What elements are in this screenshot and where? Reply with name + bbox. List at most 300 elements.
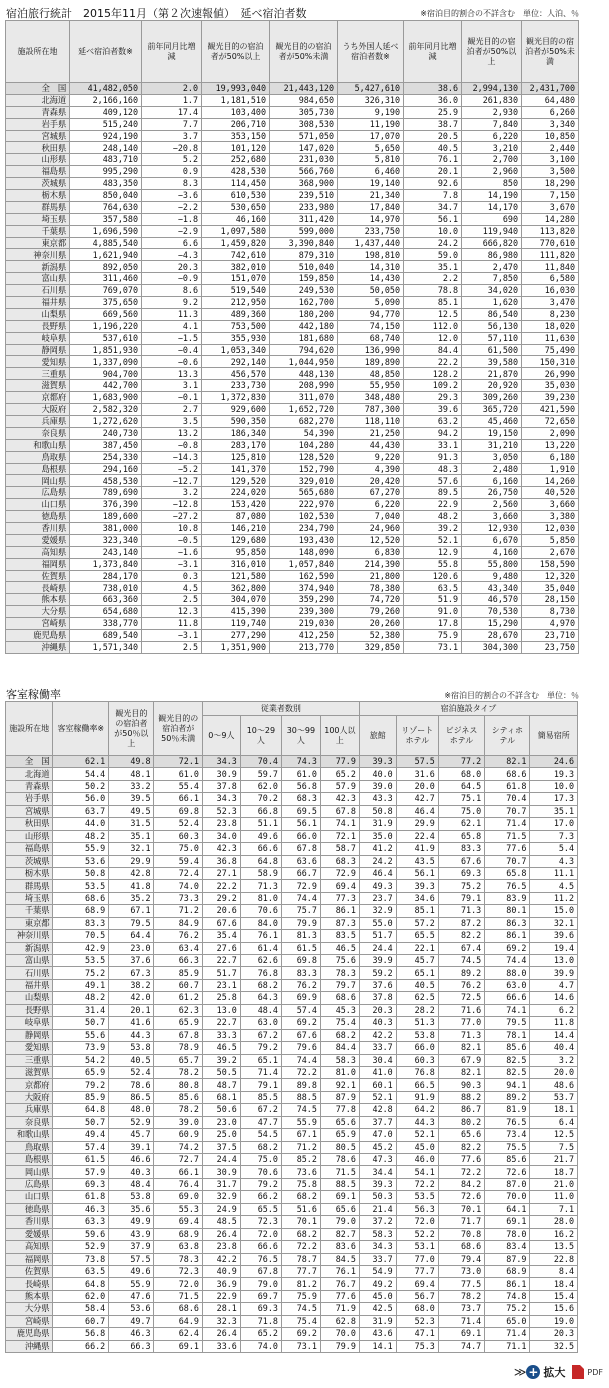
header-foreign-over50: 観光目的の宿泊者が50%以上 bbox=[462, 21, 522, 83]
city-cell: 78.0 bbox=[485, 1228, 530, 1240]
tourism-over50-cell: 610,530 bbox=[202, 190, 270, 202]
occupancy-cell: 42.9 bbox=[53, 942, 109, 954]
foreign-guests-cell: 329,850 bbox=[338, 641, 404, 653]
header-city: シティホテル bbox=[485, 716, 530, 756]
emp-0-9-cell: 24.9 bbox=[202, 1203, 240, 1215]
tourism-over50-cell: 53.8 bbox=[109, 1191, 154, 1203]
prefecture-cell: 宮城県 bbox=[6, 805, 53, 817]
foreign-under50-cell: 12,030 bbox=[522, 522, 579, 534]
emp-100-cell: 62.8 bbox=[320, 1315, 359, 1327]
tourism-under50-cell: 305,730 bbox=[270, 106, 338, 118]
occupancy-cell: 75.2 bbox=[53, 967, 109, 979]
business-cell: 71.3 bbox=[438, 1029, 484, 1041]
city-cell: 78.1 bbox=[485, 1029, 530, 1041]
ryokan-cell: 24.4 bbox=[359, 942, 396, 954]
occupancy-cell: 49.4 bbox=[53, 1129, 109, 1141]
tourism-under50-cell: 62.3 bbox=[154, 1004, 202, 1016]
tourism-under50-cell: 104,280 bbox=[270, 439, 338, 451]
table-row bbox=[6, 190, 579, 202]
prefecture-cell: 東京都 bbox=[6, 237, 70, 249]
foreign-yoy-cell: 120.6 bbox=[404, 570, 462, 582]
emp-30-99-cell: 69.9 bbox=[281, 992, 320, 1004]
prefecture-cell: 北海道 bbox=[6, 768, 53, 780]
foreign-yoy-cell: 52.1 bbox=[404, 534, 462, 546]
occupancy-cell: 54.4 bbox=[53, 768, 109, 780]
tourism-over50-cell: 41.6 bbox=[109, 1017, 154, 1029]
foreign-guests-cell: 136,990 bbox=[338, 344, 404, 356]
emp-10-29-cell: 79.2 bbox=[240, 1178, 281, 1190]
yoy-cell: 1.7 bbox=[142, 94, 202, 106]
city-cell: 76.5 bbox=[485, 880, 530, 892]
prefecture-cell: 群馬県 bbox=[6, 880, 53, 892]
foreign-guests-cell: 12,520 bbox=[338, 534, 404, 546]
simple-cell: 20.3 bbox=[530, 1328, 578, 1340]
tourism-over50-cell: 40.3 bbox=[109, 1166, 154, 1178]
resort-cell: 42.7 bbox=[396, 793, 438, 805]
tourism-over50-cell: 49.8 bbox=[109, 756, 154, 768]
tourism-over50-cell: 39.1 bbox=[109, 1141, 154, 1153]
emp-30-99-cell: 75.9 bbox=[281, 1290, 320, 1302]
foreign-yoy-cell: 10.0 bbox=[404, 225, 462, 237]
foreign-under50-cell: 11,630 bbox=[522, 332, 579, 344]
emp-100-cell: 80.5 bbox=[320, 1141, 359, 1153]
foreign-under50-cell: 11,840 bbox=[522, 261, 579, 273]
yoy-cell: 9.2 bbox=[142, 297, 202, 309]
prefecture-cell: 香川県 bbox=[6, 1216, 53, 1228]
table-row bbox=[6, 166, 579, 178]
foreign-under50-cell: 35,040 bbox=[522, 582, 579, 594]
prefecture-cell: 長野県 bbox=[6, 1004, 53, 1016]
foreign-under50-cell: 28,150 bbox=[522, 594, 579, 606]
city-cell: 94.1 bbox=[485, 1079, 530, 1091]
emp-30-99-cell: 72.2 bbox=[281, 1066, 320, 1078]
emp-30-99-cell: 67.1 bbox=[281, 1129, 320, 1141]
yoy-cell: 17.4 bbox=[142, 106, 202, 118]
yoy-cell: −5.2 bbox=[142, 463, 202, 475]
prefecture-cell: 島根県 bbox=[6, 1154, 53, 1166]
tourism-over50-cell: 48.1 bbox=[109, 768, 154, 780]
city-cell: 81.9 bbox=[485, 1104, 530, 1116]
prefecture-cell: 高知県 bbox=[6, 546, 70, 558]
total-guests-cell: 764,630 bbox=[70, 201, 142, 213]
foreign-under50-cell: 3,500 bbox=[522, 166, 579, 178]
foreign-over50-cell: 26,750 bbox=[462, 487, 522, 499]
prefecture-cell: 兵庫県 bbox=[6, 415, 70, 427]
foreign-under50-cell: 75,490 bbox=[522, 344, 579, 356]
emp-0-9-cell: 32.3 bbox=[202, 1315, 240, 1327]
total-guests-cell: 1,696,590 bbox=[70, 225, 142, 237]
prefecture-cell: 三重県 bbox=[6, 368, 70, 380]
occupancy-cell: 54.2 bbox=[53, 1054, 109, 1066]
simple-cell: 8.4 bbox=[530, 1265, 578, 1277]
simple-cell: 15.4 bbox=[530, 1290, 578, 1302]
emp-30-99-cell: 89.8 bbox=[281, 1079, 320, 1091]
simple-cell: 6.2 bbox=[530, 1004, 578, 1016]
yoy-cell: −0.6 bbox=[142, 356, 202, 368]
header-yoy: 前年同月比増減 bbox=[142, 21, 202, 83]
resort-cell: 56.1 bbox=[396, 867, 438, 879]
total-guests-cell: 537,610 bbox=[70, 332, 142, 344]
table-row bbox=[6, 1042, 578, 1054]
simple-cell: 19.4 bbox=[530, 942, 578, 954]
emp-100-cell: 78.6 bbox=[320, 1154, 359, 1166]
tourism-over50-cell: 46.6 bbox=[109, 1154, 154, 1166]
foreign-under50-cell: 5,850 bbox=[522, 534, 579, 546]
prefecture-cell: 新潟県 bbox=[6, 942, 53, 954]
prefecture-cell: 全 国 bbox=[6, 83, 70, 95]
tourism-under50-cell: 55.3 bbox=[154, 1203, 202, 1215]
foreign-guests-cell: 118,110 bbox=[338, 415, 404, 427]
prefecture-cell: 福井県 bbox=[6, 297, 70, 309]
foreign-under50-cell: 2,090 bbox=[522, 427, 579, 439]
foreign-guests-cell: 68,740 bbox=[338, 332, 404, 344]
foreign-yoy-cell: 59.0 bbox=[404, 249, 462, 261]
tourism-under50-cell: 76.4 bbox=[154, 1178, 202, 1190]
resort-cell: 57.2 bbox=[396, 917, 438, 929]
city-cell: 71.4 bbox=[485, 1328, 530, 1340]
emp-100-cell: 72.1 bbox=[320, 830, 359, 842]
business-cell: 68.0 bbox=[438, 768, 484, 780]
yoy-cell: 3.7 bbox=[142, 130, 202, 142]
foreign-guests-cell: 233,750 bbox=[338, 225, 404, 237]
table-row bbox=[6, 94, 579, 106]
occupancy-cell: 73.9 bbox=[53, 1042, 109, 1054]
foreign-guests-cell: 21,800 bbox=[338, 570, 404, 582]
total-guests-cell: 323,340 bbox=[70, 534, 142, 546]
tourism-over50-cell: 19,993,040 bbox=[202, 83, 270, 95]
city-cell: 85.6 bbox=[485, 1154, 530, 1166]
emp-100-cell: 45.3 bbox=[320, 1004, 359, 1016]
resort-cell: 31.6 bbox=[396, 768, 438, 780]
ryokan-cell: 42.5 bbox=[359, 1303, 396, 1315]
ryokan-cell: 20.3 bbox=[359, 1004, 396, 1016]
emp-30-99-cell: 79.9 bbox=[281, 917, 320, 929]
prefecture-cell: 大分県 bbox=[6, 606, 70, 618]
business-cell: 69.1 bbox=[438, 1328, 484, 1340]
tourism-under50-cell: 3,390,840 bbox=[270, 237, 338, 249]
table-row bbox=[6, 392, 579, 404]
emp-0-9-cell: 34.3 bbox=[202, 756, 240, 768]
tourism-under50-cell: 85.6 bbox=[154, 1091, 202, 1103]
prefecture-cell: 徳島県 bbox=[6, 511, 70, 523]
tourism-over50-cell: 382,010 bbox=[202, 261, 270, 273]
prefecture-cell: 京都府 bbox=[6, 392, 70, 404]
foreign-under50-cell: 6,180 bbox=[522, 451, 579, 463]
business-cell: 73.0 bbox=[438, 1265, 484, 1277]
yoy-cell: −27.2 bbox=[142, 511, 202, 523]
table-row bbox=[6, 1091, 578, 1103]
simple-cell: 22.8 bbox=[530, 1253, 578, 1265]
tourism-under50-cell: 180,200 bbox=[270, 308, 338, 320]
emp-30-99-cell: 76.2 bbox=[281, 979, 320, 991]
header-business: ビジネスホテル bbox=[438, 716, 484, 756]
emp-0-9-cell: 23.8 bbox=[202, 818, 240, 830]
simple-cell: 32.1 bbox=[530, 917, 578, 929]
resort-cell: 52.1 bbox=[396, 1129, 438, 1141]
table-row bbox=[6, 780, 578, 792]
city-cell: 74.1 bbox=[485, 1004, 530, 1016]
emp-10-29-cell: 85.5 bbox=[240, 1091, 281, 1103]
city-cell: 86.1 bbox=[485, 1278, 530, 1290]
emp-10-29-cell: 69.3 bbox=[240, 1303, 281, 1315]
table-row bbox=[6, 463, 579, 475]
tourism-under50-cell: 60.7 bbox=[154, 979, 202, 991]
emp-30-99-cell: 55.9 bbox=[281, 1116, 320, 1128]
foreign-under50-cell: 10,850 bbox=[522, 130, 579, 142]
prefecture-cell: 宮城県 bbox=[6, 130, 70, 142]
foreign-over50-cell: 2,930 bbox=[462, 106, 522, 118]
tourism-under50-cell: 75.0 bbox=[154, 843, 202, 855]
emp-0-9-cell: 30.9 bbox=[202, 768, 240, 780]
total-guests-cell: 376,390 bbox=[70, 499, 142, 511]
foreign-over50-cell: 28,670 bbox=[462, 629, 522, 641]
ryokan-cell: 45.2 bbox=[359, 1141, 396, 1153]
table-row bbox=[6, 368, 579, 380]
tourism-under50-cell: 72.0 bbox=[154, 1278, 202, 1290]
emp-30-99-cell: 74.3 bbox=[281, 756, 320, 768]
occupancy-table-body bbox=[6, 756, 578, 1353]
city-cell: 70.7 bbox=[485, 805, 530, 817]
table-row bbox=[6, 1241, 578, 1253]
ryokan-cell: 37.6 bbox=[359, 979, 396, 991]
foreign-under50-cell: 40,520 bbox=[522, 487, 579, 499]
foreign-over50-cell: 46,570 bbox=[462, 594, 522, 606]
tourism-under50-cell: 66.1 bbox=[154, 1166, 202, 1178]
foreign-over50-cell: 4,160 bbox=[462, 546, 522, 558]
tourism-under50-cell: 73.3 bbox=[154, 892, 202, 904]
simple-cell: 39.9 bbox=[530, 967, 578, 979]
resort-cell: 66.5 bbox=[396, 1079, 438, 1091]
tourism-under50-cell: 69.8 bbox=[154, 805, 202, 817]
foreign-guests-cell: 326,310 bbox=[338, 94, 404, 106]
emp-0-9-cell: 35.4 bbox=[202, 930, 240, 942]
tourism-over50-cell: 316,010 bbox=[202, 558, 270, 570]
tourism-over50-cell: 57.5 bbox=[109, 1253, 154, 1265]
foreign-over50-cell: 12,930 bbox=[462, 522, 522, 534]
resort-cell: 22.4 bbox=[396, 830, 438, 842]
foreign-over50-cell: 3,210 bbox=[462, 142, 522, 154]
tourism-over50-cell: 186,340 bbox=[202, 427, 270, 439]
foreign-guests-cell: 44,430 bbox=[338, 439, 404, 451]
yoy-cell: −4.3 bbox=[142, 249, 202, 261]
emp-0-9-cell: 42.3 bbox=[202, 843, 240, 855]
tourism-over50-cell: 66.3 bbox=[109, 1340, 154, 1352]
total-guests-cell: 458,530 bbox=[70, 475, 142, 487]
emp-30-99-cell: 56.1 bbox=[281, 818, 320, 830]
ryokan-cell: 46.4 bbox=[359, 867, 396, 879]
header-foreign-yoy: 前年同月比増減 bbox=[404, 21, 462, 83]
table-row bbox=[6, 404, 579, 416]
prefecture-cell: 大阪府 bbox=[6, 404, 70, 416]
total-guests-cell: 995,290 bbox=[70, 166, 142, 178]
city-cell: 69.1 bbox=[485, 1216, 530, 1228]
tourism-over50-cell: 49.5 bbox=[109, 805, 154, 817]
yoy-cell: −1.5 bbox=[142, 332, 202, 344]
tourism-over50-cell: 277,290 bbox=[202, 629, 270, 641]
emp-10-29-cell: 72.3 bbox=[240, 1216, 281, 1228]
emp-10-29-cell: 76.5 bbox=[240, 1253, 281, 1265]
prefecture-cell: 新潟県 bbox=[6, 261, 70, 273]
prefecture-cell: 長野県 bbox=[6, 320, 70, 332]
emp-30-99-cell: 74.5 bbox=[281, 1104, 320, 1116]
tourism-over50-cell: 78.6 bbox=[109, 1079, 154, 1091]
resort-cell: 91.9 bbox=[396, 1091, 438, 1103]
city-cell: 75.2 bbox=[485, 1303, 530, 1315]
table-row bbox=[6, 618, 579, 630]
emp-100-cell: 58.3 bbox=[320, 1054, 359, 1066]
tourism-under50-cell: 152,790 bbox=[270, 463, 338, 475]
table-row bbox=[6, 273, 579, 285]
tourism-over50-cell: 151,070 bbox=[202, 273, 270, 285]
prefecture-cell: 奈良県 bbox=[6, 1116, 53, 1128]
foreign-guests-cell: 11,190 bbox=[338, 118, 404, 130]
emp-30-99-cell: 78.7 bbox=[281, 1253, 320, 1265]
foreign-yoy-cell: 25.9 bbox=[404, 106, 462, 118]
simple-cell: 4.3 bbox=[530, 855, 578, 867]
prefecture-cell: 岩手県 bbox=[6, 118, 70, 130]
foreign-yoy-cell: 48.2 bbox=[404, 511, 462, 523]
business-cell: 71.4 bbox=[438, 1315, 484, 1327]
business-cell: 68.6 bbox=[438, 1241, 484, 1253]
emp-30-99-cell: 77.7 bbox=[281, 1265, 320, 1277]
total-guests-cell: 1,196,220 bbox=[70, 320, 142, 332]
city-cell: 66.6 bbox=[485, 992, 530, 1004]
foreign-guests-cell: 189,890 bbox=[338, 356, 404, 368]
business-cell: 83.3 bbox=[438, 843, 484, 855]
prefecture-cell: 愛媛県 bbox=[6, 1228, 53, 1240]
ryokan-cell: 37.8 bbox=[359, 992, 396, 1004]
plus-circle-icon[interactable]: + bbox=[528, 1365, 539, 1379]
foreign-under50-cell: 8,230 bbox=[522, 308, 579, 320]
emp-10-29-cell: 71.3 bbox=[240, 880, 281, 892]
tourism-under50-cell: 159,850 bbox=[270, 273, 338, 285]
tourism-over50-cell: 48.4 bbox=[109, 1178, 154, 1190]
table-row bbox=[6, 297, 579, 309]
emp-100-cell: 81.0 bbox=[320, 1066, 359, 1078]
tourism-over50-cell: 1,372,830 bbox=[202, 392, 270, 404]
foreign-under50-cell: 7,150 bbox=[522, 190, 579, 202]
emp-100-cell: 70.0 bbox=[320, 1328, 359, 1340]
tourism-under50-cell: 219,030 bbox=[270, 618, 338, 630]
foreign-yoy-cell: 91.0 bbox=[404, 606, 462, 618]
table-row bbox=[6, 178, 579, 190]
total-guests-cell: 924,190 bbox=[70, 130, 142, 142]
tourism-over50-cell: 742,610 bbox=[202, 249, 270, 261]
total-guests-cell: 248,140 bbox=[70, 142, 142, 154]
city-cell: 82.1 bbox=[485, 756, 530, 768]
prefecture-cell: 岡山県 bbox=[6, 1166, 53, 1178]
foreign-over50-cell: 309,260 bbox=[462, 392, 522, 404]
tourism-over50-cell: 46,160 bbox=[202, 213, 270, 225]
prefecture-cell: 富山県 bbox=[6, 955, 53, 967]
prefecture-cell: 全 国 bbox=[6, 756, 53, 768]
tourism-under50-cell: 55.4 bbox=[154, 780, 202, 792]
tourism-under50-cell: 72.7 bbox=[154, 1154, 202, 1166]
table-row bbox=[6, 1066, 578, 1078]
foreign-under50-cell: 72,650 bbox=[522, 415, 579, 427]
ryokan-cell: 58.3 bbox=[359, 1228, 396, 1240]
occupancy-cell: 56.8 bbox=[53, 1328, 109, 1340]
prefecture-cell: 茨城県 bbox=[6, 855, 53, 867]
ryokan-cell: 42.2 bbox=[359, 1029, 396, 1041]
tourism-over50-cell: 53.6 bbox=[109, 1303, 154, 1315]
emp-100-cell: 83.5 bbox=[320, 930, 359, 942]
ryokan-cell: 49.2 bbox=[359, 1278, 396, 1290]
ryokan-cell: 39.0 bbox=[359, 780, 396, 792]
emp-10-29-cell: 66.8 bbox=[240, 805, 281, 817]
tourism-over50-cell: 87,080 bbox=[202, 511, 270, 523]
simple-cell: 11.0 bbox=[530, 1191, 578, 1203]
simple-cell: 24.6 bbox=[530, 756, 578, 768]
foreign-over50-cell: 86,980 bbox=[462, 249, 522, 261]
table-row bbox=[6, 1178, 578, 1190]
prefecture-cell: 兵庫県 bbox=[6, 1104, 53, 1116]
tourism-over50-cell: 49.7 bbox=[109, 1315, 154, 1327]
emp-0-9-cell: 31.7 bbox=[202, 1178, 240, 1190]
ryokan-cell: 33.7 bbox=[359, 1042, 396, 1054]
foreign-yoy-cell: 12.5 bbox=[404, 308, 462, 320]
emp-100-cell: 79.9 bbox=[320, 1340, 359, 1352]
yoy-cell: −14.3 bbox=[142, 451, 202, 463]
foreign-under50-cell: 6,580 bbox=[522, 273, 579, 285]
foreign-yoy-cell: 128.2 bbox=[404, 368, 462, 380]
tourism-over50-cell: 590,350 bbox=[202, 415, 270, 427]
emp-10-29-cell: 63.0 bbox=[240, 1017, 281, 1029]
emp-100-cell: 71.5 bbox=[320, 1166, 359, 1178]
emp-30-99-cell: 69.5 bbox=[281, 805, 320, 817]
foreign-under50-cell: 39,230 bbox=[522, 392, 579, 404]
section1-note: ※宿泊目的割合の不詳含む 単位：人泊、％ bbox=[420, 9, 579, 18]
header-occupancy: 客室稼働率※ bbox=[53, 702, 109, 756]
tourism-under50-cell: 61.2 bbox=[154, 992, 202, 1004]
tourism-over50-cell: 1,097,580 bbox=[202, 225, 270, 237]
foreign-over50-cell: 45,460 bbox=[462, 415, 522, 427]
business-cell: 71.3 bbox=[438, 905, 484, 917]
city-cell: 71.1 bbox=[485, 1340, 530, 1352]
simple-cell: 35.1 bbox=[530, 805, 578, 817]
emp-30-99-cell: 66.0 bbox=[281, 830, 320, 842]
tourism-over50-cell: 121,580 bbox=[202, 570, 270, 582]
occupancy-cell: 61.5 bbox=[53, 1154, 109, 1166]
resort-cell: 64.2 bbox=[396, 1104, 438, 1116]
table-row bbox=[6, 830, 578, 842]
emp-0-9-cell: 25.8 bbox=[202, 992, 240, 1004]
tourism-over50-cell: 353,150 bbox=[202, 130, 270, 142]
ryokan-cell: 30.4 bbox=[359, 1054, 396, 1066]
yoy-cell: −1.6 bbox=[142, 546, 202, 558]
foreign-over50-cell: 19,150 bbox=[462, 427, 522, 439]
emp-30-99-cell: 73.1 bbox=[281, 1340, 320, 1352]
emp-0-9-cell: 27.1 bbox=[202, 867, 240, 879]
resort-cell: 53.1 bbox=[396, 1241, 438, 1253]
emp-30-99-cell: 74.4 bbox=[281, 892, 320, 904]
ryokan-cell: 54.9 bbox=[359, 1265, 396, 1277]
tourism-over50-cell: 101,120 bbox=[202, 142, 270, 154]
resort-cell: 52.3 bbox=[396, 1315, 438, 1327]
city-cell: 83.9 bbox=[485, 892, 530, 904]
tourism-under50-cell: 879,310 bbox=[270, 249, 338, 261]
emp-30-99-cell: 68.2 bbox=[281, 1228, 320, 1240]
emp-100-cell: 88.5 bbox=[320, 1178, 359, 1190]
total-guests-cell: 689,540 bbox=[70, 629, 142, 641]
foreign-guests-cell: 50,050 bbox=[338, 285, 404, 297]
yoy-cell: −0.4 bbox=[142, 344, 202, 356]
enlarge-link[interactable]: 拡大 bbox=[543, 1366, 566, 1379]
table-row bbox=[6, 1216, 578, 1228]
foreign-guests-cell: 79,260 bbox=[338, 606, 404, 618]
emp-0-9-cell: 23.1 bbox=[202, 979, 240, 991]
emp-10-29-cell: 71.4 bbox=[240, 1066, 281, 1078]
